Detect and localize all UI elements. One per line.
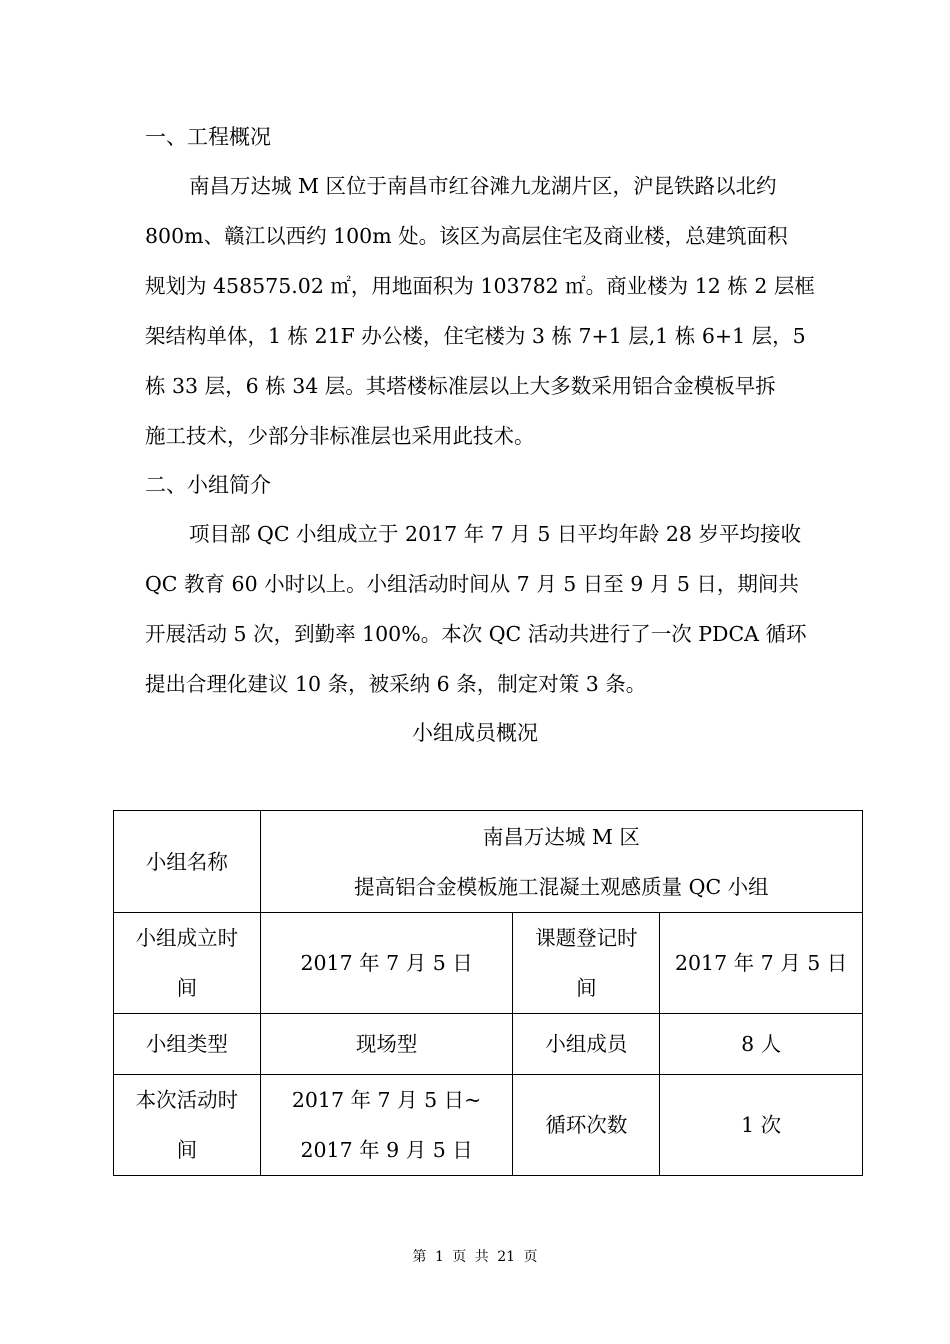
paragraph-line: 项目部 QC 小组成立于 2017 年 7 月 5 日平均年龄 28 岁平均接收 (189, 522, 801, 546)
paragraph-line: 规划为 458575.02 ㎡，用地面积为 103782 ㎡。商业楼为 12 栋 2 层框 (145, 274, 815, 298)
group-intro-paragraph (145, 509, 807, 709)
table-row (114, 811, 863, 913)
registered-label-line: 课题登记时 (535, 926, 638, 950)
table-row (114, 1075, 863, 1176)
paragraph-line: QC 教育 60 小时以上。小组活动时间从 7 月 5 日至 9 月 5 日，期间共 (145, 572, 799, 596)
group-members-value: 8 人 (660, 1014, 863, 1075)
group-members-label: 小组成员 (513, 1014, 660, 1075)
paragraph-line: 开展活动 5 次，到勤率 100%。本次 QC 活动共进行了一次 PDCA 循环 (145, 622, 807, 646)
registered-label-line: 间 (576, 976, 597, 1000)
overview-paragraph (145, 161, 815, 461)
founded-value: 2017 年 7 月 5 日 (260, 913, 513, 1014)
paragraph-line: 架结构单体，1 栋 21F 办公楼，住宅楼为 3 栋 7+1 层,1 栋 6+1 层，5 (145, 324, 806, 348)
activity-label-line: 间 (176, 1138, 198, 1162)
founded-label-line: 小组成立时 (135, 926, 239, 950)
group-name-line: 提高铝合金模板施工混凝土观感质量 QC 小组 (354, 874, 769, 899)
registered-label (513, 913, 660, 1014)
paragraph-line: 栋 33 层，6 栋 34 层。其塔楼标准层以上大多数采用铝合金模板早拆 (145, 374, 776, 398)
group-type-label: 小组类型 (114, 1014, 261, 1075)
activity-value-line: 2017 年 7 月 5 日~ (291, 1088, 482, 1112)
table-row (114, 913, 863, 1014)
activity-time-label (114, 1075, 261, 1176)
registered-value: 2017 年 7 月 5 日 (660, 913, 863, 1014)
cycles-value: 1 次 (660, 1075, 863, 1176)
cycles-label: 循环次数 (513, 1075, 660, 1176)
section-heading-group-intro: 二、小组简介 (145, 473, 271, 497)
group-name-label: 小组名称 (114, 811, 261, 913)
table-row (114, 1014, 863, 1075)
page-footer: 第 1 页 共 21 页 (412, 1249, 538, 1265)
founded-label (114, 913, 261, 1014)
group-name-line: 南昌万达城 M 区 (482, 824, 640, 849)
paragraph-line: 施工技术，少部分非标准层也采用此技术。 (145, 424, 535, 448)
paragraph-line: 南昌万达城 M 区位于南昌市红谷滩九龙湖片区，沪昆铁路以北约 (189, 174, 777, 198)
group-type-value: 现场型 (260, 1014, 513, 1075)
activity-value-line: 2017 年 9 月 5 日 (300, 1138, 473, 1162)
paragraph-line: 800m、赣江以西约 100m 处。该区为高层住宅及商业楼，总建筑面积 (145, 224, 788, 248)
paragraph-line: 提出合理化建议 10 条，被采纳 6 条，制定对策 3 条。 (145, 672, 647, 696)
founded-label-line: 间 (176, 976, 198, 1000)
table-title: 小组成员概况 (412, 721, 538, 745)
activity-label-line: 本次活动时 (135, 1088, 239, 1112)
activity-time-value (260, 1075, 513, 1176)
group-name-value (260, 811, 862, 913)
section-heading-overview: 一、工程概况 (145, 125, 271, 149)
group-members-table (113, 810, 863, 1176)
